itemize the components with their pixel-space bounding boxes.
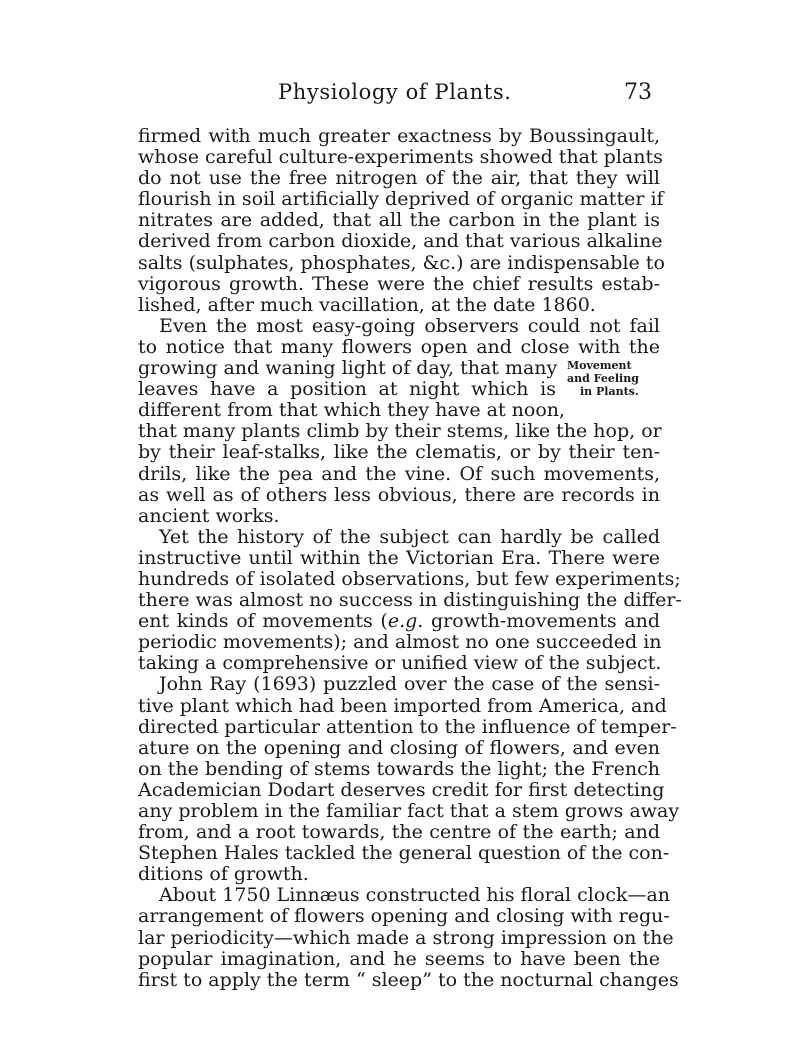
text-line: that many plants climb by their stems, like the hop, or xyxy=(138,420,662,443)
text-line: lished, after much vacillation, at the date 1860. xyxy=(138,293,596,316)
text-line: vigorous growth. These were the chief results estab- xyxy=(138,272,660,295)
text-line: leaves have a position at night which is xyxy=(138,378,556,401)
sidenote-line: in Plants. xyxy=(580,385,639,398)
paragraph-1 xyxy=(138,125,665,316)
page-number: 73 xyxy=(624,80,652,105)
text-line: derived from carbon dioxide, and that various alkaline xyxy=(138,230,663,253)
text-fragment: ent kinds of movements ( xyxy=(138,610,388,633)
text-line: ancient works. xyxy=(138,504,280,527)
text-line: Stephen Hales tackled the general question of the con- xyxy=(138,842,670,865)
text-line: to notice that many flowers open and close with the xyxy=(138,335,660,358)
italic-abbreviation: e.g. xyxy=(387,610,424,633)
text-line: tive plant which had been imported from America, and xyxy=(138,694,667,717)
text-line: by their leaf-stalks, like the clematis, or by their ten- xyxy=(138,441,660,464)
text-line: John Ray (1693) puzzled over the case of the sensi- xyxy=(159,673,660,696)
body-text xyxy=(138,125,682,991)
text-line: directed particular attention to the influence of temper- xyxy=(138,715,677,738)
text-line: there was almost no success in distinguishing the differ- xyxy=(138,589,682,612)
running-title: Physiology of Plants. xyxy=(278,80,512,104)
sidenote-line: and Feeling xyxy=(567,372,639,385)
text-fragment: growth-movements and xyxy=(423,610,660,633)
text-line: on the bending of stems towards the light; the French xyxy=(138,757,660,780)
text-line: hundreds of isolated observations, but few experiments; xyxy=(138,567,681,590)
text-line: About 1750 Linnæus constructed his floral clock—an xyxy=(159,884,671,907)
text-line: nitrates are added, that all the carbon in the plant is xyxy=(138,209,660,232)
text-line: Even the most easy-going observers could not fail xyxy=(159,314,660,337)
text-line: firmed with much greater exactness by Boussingault, xyxy=(138,125,660,147)
paragraph-4 xyxy=(138,673,680,886)
text-line: whose careful culture-experiments showed that plants xyxy=(138,146,663,169)
paragraph-2 xyxy=(138,316,660,527)
text-line: instructive until within the Victorian Era. There were xyxy=(138,546,660,569)
text-line: ature on the opening and closing of flowers, and even xyxy=(138,736,660,759)
text-line: ditions of growth. xyxy=(138,863,309,886)
text-line: any problem in the familiar fact that a stem grows away xyxy=(138,800,680,822)
margin-sidenote xyxy=(567,359,659,398)
text-line xyxy=(138,611,660,632)
text-line: drils, like the pea and the vine. Of such movements, xyxy=(138,462,660,485)
text-line: different from that which they have at noon, xyxy=(138,399,566,422)
text-line: Academician Dodart deserves credit for first detecting xyxy=(138,778,665,801)
text-line: popular imagination, and he seems to have been the xyxy=(138,947,660,970)
text-line: taking a comprehensive or unified view of the subject. xyxy=(138,652,662,675)
text-line: flourish in soil artificially deprived of organic matter if xyxy=(138,188,664,211)
sidenote-line: Movement xyxy=(567,359,632,372)
text-line: arrangement of flowers opening and closing with regu- xyxy=(138,905,670,928)
paragraph-5 xyxy=(138,884,679,991)
text-line: growing and waning light of day, that many xyxy=(138,357,558,380)
text-line: do not use the free nitrogen of the air, that they will xyxy=(138,167,660,190)
paragraph-3 xyxy=(138,525,682,675)
text-line: lar periodicity—which made a strong impression on the xyxy=(138,926,674,949)
text-line: first to apply the term “ sleep” to the nocturnal changes xyxy=(138,968,679,991)
text-line: from, and a root towards, the centre of the earth; and xyxy=(138,821,660,844)
text-line: Yet the history of the subject can hardly be called xyxy=(159,525,660,548)
text-line: as well as of others less obvious, there are records in xyxy=(138,483,660,506)
text-line: periodic movements); and almost no one succeeded in xyxy=(138,631,662,654)
text-line: salts (sulphates, phosphates, &c.) are indispensable to xyxy=(138,251,665,274)
